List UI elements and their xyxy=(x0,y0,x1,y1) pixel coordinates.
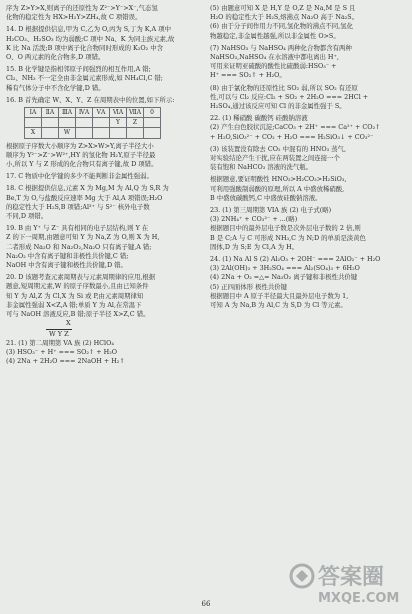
table-cell xyxy=(76,118,93,128)
text-line: O、O 两元素的化合物多,D 项错。 xyxy=(6,53,105,62)
table-cell: ⅥA xyxy=(110,108,127,118)
text-line: Na₂O₂ 中含有离子键和非极性共价键,C 错; xyxy=(6,251,129,260)
text-line: (6) 由于分子间作用力不同,氢化物的沸点不同,氢化 xyxy=(210,22,353,31)
table-cell: X xyxy=(25,128,42,138)
table-cell xyxy=(127,128,144,138)
text-line: 小,所以 Y 与 Z 形成的化合物只有离子键,故 D 项错。 xyxy=(6,160,158,169)
element-position-diagram xyxy=(46,319,202,338)
text-line: H₂O 的稳定性大于 H₂S,熔沸点 Na₂O 高于 Na₂S。 xyxy=(210,13,359,22)
table-row xyxy=(25,118,161,128)
text-line: 根据题意,要证明酸性 HNO₃>H₂CO₃>H₂SiO₃, xyxy=(210,175,347,184)
text-line: 性,可以与 Cl₂ 反应:Cl₂ + SO₂ + 2H₂O === 2HCl + xyxy=(210,92,369,101)
text-line: 可用来证明亚硫酸的酸性比硫酸弱:HSO₃⁻ + xyxy=(210,62,337,71)
watermark-logo xyxy=(288,558,406,610)
text-line: 16. B 首先确定 W、X、Y、Z 在周期表中的位置,如下所示: xyxy=(6,95,175,104)
text-line: (3) 2Al(OH)₃ + 3H₂SO₄ === Al₂(SO₄)₃ + 6H₂O xyxy=(210,264,360,273)
table-cell: ⅡA xyxy=(42,108,59,118)
page-number: 66 xyxy=(201,600,211,608)
text-line: 根据题目中的最外层电子数是次外层电子数的 2 倍,则 xyxy=(210,224,361,233)
text-line: 可知 A 为 Na,B 为 Al,C 为 S,D 为 Cl 等元素。 xyxy=(210,301,347,310)
table-cell: ⅦA xyxy=(127,108,144,118)
text-line: 二者形成 Na₂O 和 Na₂O₂,Na₂O 只有离子键,A 错; xyxy=(6,242,152,251)
text-line: (3) 该装置没有除去 CO₂ 中混有的 HNO₃ 蒸气, xyxy=(210,144,346,153)
text-line: (3) 2NH₄⁺ + CO₃²⁻ + ...(略) xyxy=(210,215,298,224)
text-line: 顺序为 Y²⁻>Z⁻>W²⁺,HY 的氢化物 H₂Y,原子半径最 xyxy=(6,150,156,159)
text-line: Cl₂、NH₃ 不一定全由非金属元素形成,如 NH₄Cl,C 错; xyxy=(6,74,163,83)
table-cell xyxy=(144,118,161,128)
table-cell: ⅤA xyxy=(93,108,110,118)
text-line: B 是 C;A 与 C 可形成 NH₃,C 为 N;D 的单质是淡黄色 xyxy=(210,233,366,242)
text-line: 不同,D 项错。 xyxy=(6,212,48,221)
text-line: 稀有气体分子中不含化学键,D 错。 xyxy=(6,83,105,92)
table-cell: ⅢA xyxy=(59,108,76,118)
text-line: H₂SO₄,通过该反应可知 Cl 的非金属性强于 S。 xyxy=(210,102,346,111)
text-line: (2) 产生白色胶状沉淀;CaCO₃ + 2H⁺ === Ca²⁺ + CO₂↑ xyxy=(210,123,381,132)
text-line: 可利用强酸制弱酸的原理,所以 A 中盛放稀硝酸, xyxy=(210,184,345,193)
table-cell xyxy=(93,128,110,138)
text-line: (5) 正四面体形 极性共价键 xyxy=(210,282,288,291)
text-line: 非金属性强弱 X<Z,A 错;单质 Y 为 Al,在常温下 xyxy=(6,300,142,309)
table-row xyxy=(25,128,161,138)
text-line: K 比 Na 活泼;B 项中离子化合物同时形成的 K₂O₂ 中含 xyxy=(6,43,163,52)
table-cell: Y xyxy=(110,118,127,128)
table-cell xyxy=(25,118,42,128)
text-line: B 中盛放碳酸钙,C 中盛放硅酸钠溶液。 xyxy=(210,193,322,202)
text-line: 19. B 由 Y⁺ 与 Z⁻ 具有相同的电子层结构,则 Y 在 xyxy=(6,224,149,233)
text-line: 根据原子序数大小顺序为 Z>X>W>Y,离子半径大小 xyxy=(6,141,154,150)
text-line: (4) 2Na + O₂ =△= Na₂O₂ 离子键和非极性共价键 xyxy=(210,273,358,282)
watermark-main: 答案圈 xyxy=(318,565,385,590)
text-line: 知 Y 为 Al,Z 为 Cl,X 为 Si 或 P,由元素周期律知 xyxy=(6,291,144,300)
text-line: (7) NaHSO₃ 与 NaHSO₄ 两种化合物都含有两种 xyxy=(210,43,352,52)
periodic-table-sketch xyxy=(24,107,161,139)
text-line: 21. (1) 第二周期第 VA 族 (2) HClO₄ xyxy=(6,338,114,347)
table-row xyxy=(25,108,161,118)
text-line: 题意,短周期元素,W 的原子序数最小,且由已知条件 xyxy=(6,282,149,291)
text-line: H⁺ === SO₂↑ + H₂O。 xyxy=(210,71,286,80)
text-line: 根据题目中 A 原子半径最大且最外层电子数为 1, xyxy=(210,291,349,300)
text-line: 17. C 物质中化学键的多少不能判断非金属性强弱。 xyxy=(6,172,153,181)
table-cell: 0 xyxy=(144,108,161,118)
text-line: Z 的下一周期,由题意可知 Y 为 Na,Z 为 O,则 X 为 H, xyxy=(6,233,160,242)
text-line: (8) 由于氯化物的还原性比 SO₂ 弱,所以 SO₂ 有还原 xyxy=(210,83,358,92)
text-line: 可与 NaOH 溶液反应,B 错;原子半径 X>Z,C 错。 xyxy=(6,310,150,319)
text-line: 15. B 化学键是指相邻原子间强烈的相互作用,A 错; xyxy=(6,65,151,74)
table-cell xyxy=(59,118,76,128)
text-line: (3) HSO₃⁻ + H⁺ === SO₂↑ + H₂O xyxy=(6,347,118,356)
table-cell: ⅠA xyxy=(25,108,42,118)
table-cell: ⅣA xyxy=(76,108,93,118)
table-cell xyxy=(93,118,110,128)
text-line: Be,T 为 O,与盐酸反应速率 Mg 大于 Al,A 项错误;H₂O xyxy=(6,193,163,202)
left-column xyxy=(6,4,202,366)
text-line: (5) 由题意可知 X 是 H,Y 是 O,Z 是 Na,M 是 S 且 xyxy=(210,4,356,12)
right-column xyxy=(210,4,406,310)
diagram-bottom: W Y Z xyxy=(46,329,72,339)
text-line: 的稳定性大于 H₂S,B 项错;Al³⁺ 与 S²⁻ 核外电子数 xyxy=(6,202,150,211)
text-line: 23. (1) 第三周期第 VIA 族 (2) 电子式(略) xyxy=(210,206,332,215)
text-line: 14. D 根据提供信息,甲为 C,乙为 O,丙为 S,丁为 K,A 项中 xyxy=(6,25,171,34)
table-cell xyxy=(144,128,161,138)
text-line: 固体,D 为 S;E 为 Cl,A 为 H。 xyxy=(210,242,299,251)
table-cell: Z xyxy=(127,118,144,128)
text-line: H₂CO₃、H₂SO₃ 均为弱酸;C 项中 Na、K 为同主族元素,故 xyxy=(6,34,175,43)
text-line: 18. C 根据提供信息,元素 X 为 Mg,M 为 Al,Q 为 S,R 为 xyxy=(6,184,169,193)
diagram-top: X xyxy=(66,319,71,328)
text-line: 22. (1) 稀硝酸 碳酸钙 硅酸钠溶液 xyxy=(210,114,308,123)
text-line: 物越稳定,非金属性越强,所以非金属性 O>S。 xyxy=(210,31,340,40)
table-cell xyxy=(42,128,59,138)
text-line: 序为 Z>Y>X,则离子的还原性为 Z²⁻>Y⁻>X⁻,气态氢 xyxy=(6,4,158,12)
text-line: 24. (1) Na Al S (2) Al₂O₃ + 2OH⁻ === 2AlO₂⁻ + H₂O xyxy=(210,255,381,264)
text-line: 对实验结论产生干扰,应在两装置之间连接一个 xyxy=(210,154,340,163)
text-line: NaHSO₃,NaHSO₄ 在水溶液中都电离出 H⁺, xyxy=(210,53,339,62)
text-line: + H₂O,SiO₃²⁻ + CO₂ + H₂O === H₂SiO₃↓ + CO₃²⁻ xyxy=(210,132,374,141)
text-line: 装有饱和 NaHCO₃ 溶液的洗气瓶。 xyxy=(210,163,313,172)
watermark-sub: MXQE.COM xyxy=(318,591,400,606)
text-line: NaOH 中含有离子键和极性共价键,D 错。 xyxy=(6,261,127,270)
text-line: 20. D 该题考查元素周期表与元素周期律的应用,根据 xyxy=(6,273,156,282)
table-cell xyxy=(42,118,59,128)
text-line: 化物的稳定性为 HX>H₂Y>ZH₄,故 C 项错误。 xyxy=(6,13,142,22)
text-line: (4) 2Na + 2H₂O === 2NaOH + H₂↑ xyxy=(6,357,125,366)
table-cell: W xyxy=(59,128,76,138)
table-cell xyxy=(110,128,127,138)
table-cell xyxy=(76,128,93,138)
